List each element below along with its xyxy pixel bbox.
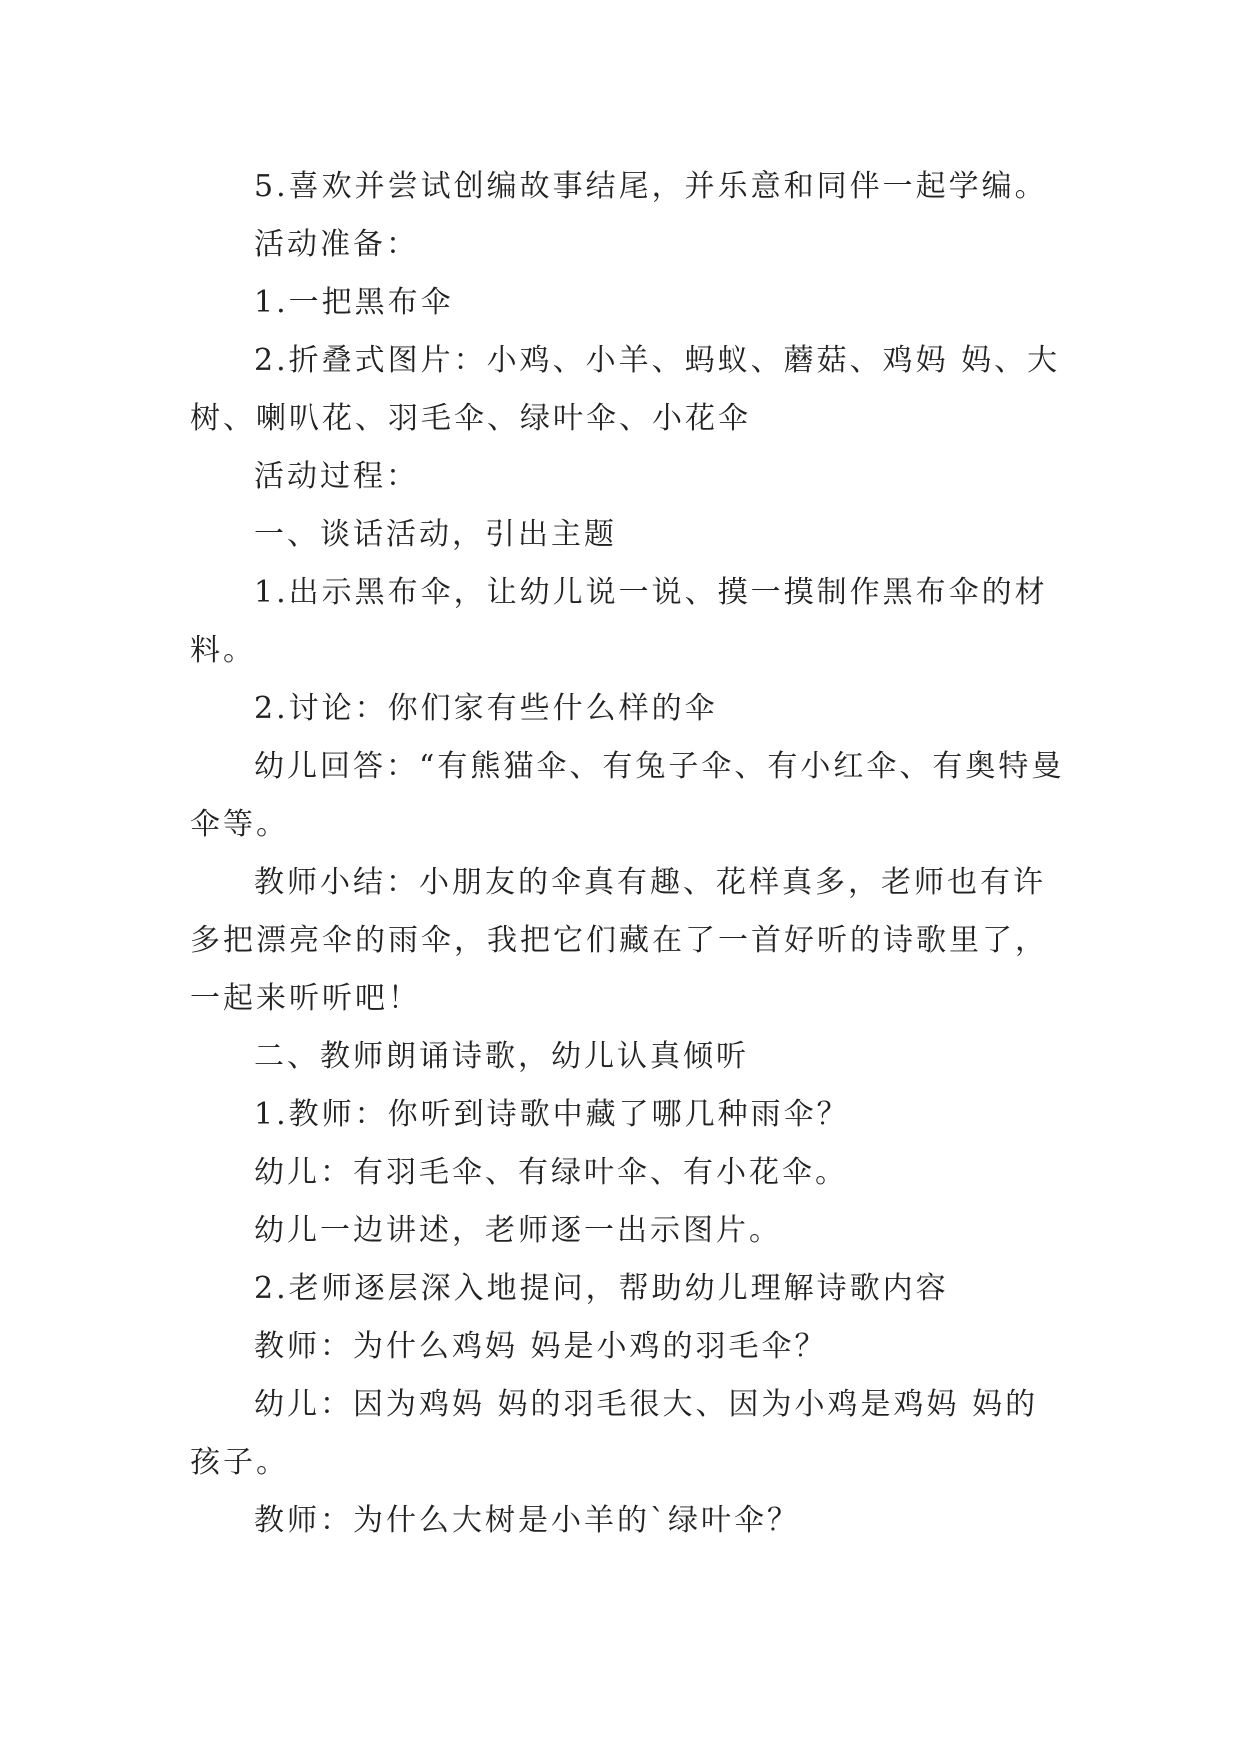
paragraph-goal-5: 5.喜欢并尝试创编故事结尾，并乐意和同伴一起学编。 (254, 169, 1048, 204)
paragraph-prep-2: 2.折叠式图片：小鸡、小羊、蚂蚁、蘑菇、鸡妈 妈、大树、喇叭花、羽毛伞、绿叶伞、小花伞 (190, 343, 1061, 436)
heading-activity-process: 活动过程： (254, 459, 419, 494)
paragraph-prep-1: 1.一把黑布伞 (254, 285, 454, 320)
heading-section-1: 一、谈话活动，引出主题 (254, 517, 617, 552)
document-page (190, 158, 1070, 1550)
paragraph-step-2-1: 1.教师：你听到诗歌中藏了哪几种雨伞？ (254, 1097, 850, 1132)
paragraph-teacher-question-1: 教师：为什么鸡妈 妈是小鸡的羽毛伞？ (254, 1329, 828, 1364)
paragraph-step-2-2: 2.老师逐层深入地提问，帮助幼儿理解诗歌内容 (254, 1271, 949, 1306)
paragraph-narration: 幼儿一边讲述，老师逐一出示图片。 (254, 1213, 782, 1248)
paragraph-teacher-question-2: 教师：为什么大树是小羊的`绿叶伞？ (254, 1503, 800, 1538)
paragraph-step-1-2: 2.讨论：你们家有些什么样的伞 (254, 691, 718, 726)
paragraph-step-1-1: 1.出示黑布伞，让幼儿说一说、摸一摸制作黑布伞的材料。 (190, 575, 1048, 668)
paragraph-child-answer-2: 幼儿：有羽毛伞、有绿叶伞、有小花伞。 (254, 1155, 848, 1190)
paragraph-teacher-summary: 教师小结：小朋友的伞真有趣、花样真多，老师也有许多把漂亮伞的雨伞，我把它们藏在了一首好听的诗歌里了，一起来听听吧！ (190, 865, 1048, 1016)
heading-activity-preparation: 活动准备： (254, 227, 419, 262)
paragraph-child-answer-3: 幼儿：因为鸡妈 妈的羽毛很大、因为小鸡是鸡妈 妈的孩子。 (190, 1387, 1039, 1480)
paragraph-child-answer-1: 幼儿回答：“有熊猫伞、有兔子伞、有小红伞、有奥特曼伞等。 (190, 749, 1065, 842)
heading-section-2: 二、教师朗诵诗歌，幼儿认真倾听 (254, 1039, 749, 1074)
